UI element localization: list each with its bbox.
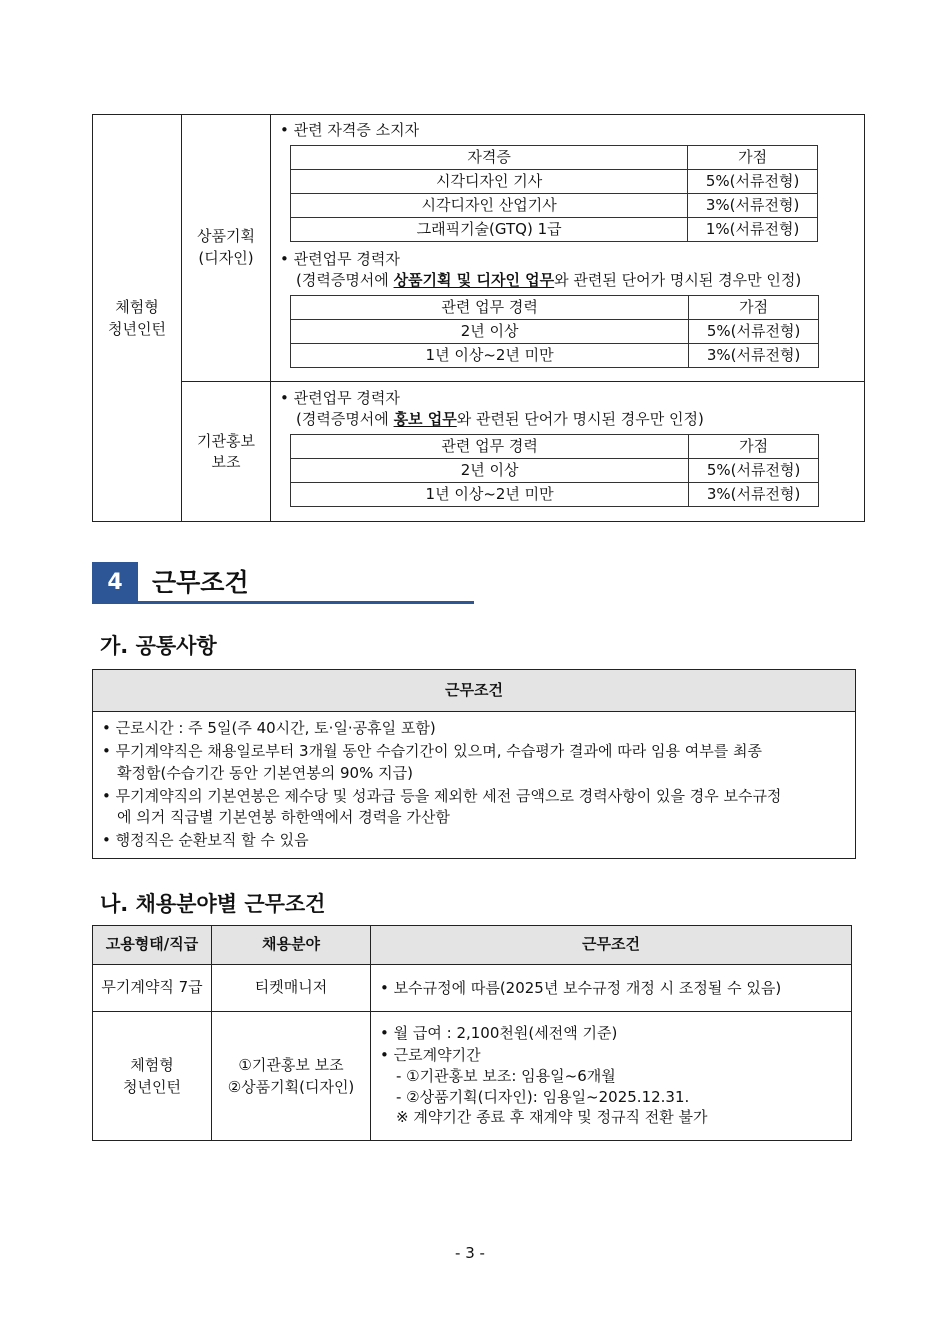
bullet-experience: • 관련업무 경력자 [280,387,400,409]
table-row [291,296,819,320]
note-text: (경력증명서에 [296,271,394,289]
common-item-cont: 에 의거 직급별 기본연봉 하한액에서 경력을 가산함 [117,808,450,826]
row2-field-line: ②상품기획(디자인) [227,1078,355,1096]
byfield-heading: 나. 채용분야별 근무조건 [100,892,326,916]
row1-type: 무기계약직 7급 [101,978,203,996]
table-header: 관련 업무 경력 [291,435,689,459]
common-item: • 무기계약직의 기본연봉은 제수당 및 성과급 등을 제외한 세전 금액으로 경력사항이 있을 경우 보수규정 [102,785,781,807]
table-cell: 5%(서류전형) [688,170,818,194]
note-emphasis: 상품기획 및 디자인 업무 [393,271,555,289]
col-header-field: 채용분야 [262,935,320,953]
table-cell: 1년 이상~2년 미만 [291,483,689,507]
certificate-table [290,145,818,242]
table-cell: 시각디자인 산업기사 [291,194,688,218]
row2-type-line: 체험형 [130,1056,174,1074]
row2-field-line: ①기관홍보 보조 [238,1056,344,1074]
row2-type-line: 청년인턴 [123,1078,181,1096]
category-line: 체험형 [115,298,159,316]
bullet-certificate: • 관련 자격증 소지자 [280,119,419,141]
table-header: 가점 [689,435,819,459]
note-emphasis: 홍보 업무 [393,410,457,428]
field-name-pr [182,431,270,473]
table-cell: 5%(서류전형) [689,459,819,483]
section-underline [92,601,474,604]
experience-table-pr [290,434,819,507]
table-cell: 그래픽기술(GTQ) 1급 [291,218,688,242]
table-row [291,320,819,344]
row2-cond-note: ※ 계약기간 종료 후 재계약 및 정규직 전환 불가 [396,1108,708,1126]
field-name-line: 보조 [211,453,241,471]
table-header: 관련 업무 경력 [291,296,689,320]
page-number: - 3 - [455,1244,485,1262]
table-cell: 5%(서류전형) [689,320,819,344]
experience-table-design [290,295,819,368]
section-number: 4 [92,562,138,604]
table-row [291,194,818,218]
table-cell: 3%(서류전형) [689,344,819,368]
table-row [291,146,818,170]
table-row [291,218,818,242]
table-cell: 1%(서류전형) [688,218,818,242]
common-item: • 행정직은 순환보직 할 수 있음 [102,829,309,851]
row1-field: 티켓매니저 [254,978,328,996]
col-header-cond: 근무조건 [582,935,640,953]
table-header: 자격증 [291,146,688,170]
field-name-design [182,225,270,269]
bullet-experience: • 관련업무 경력자 [280,248,400,270]
note-text: 와 관련된 단어가 명시된 경우만 인정) [554,271,802,289]
common-box-title: 근무조건 [445,681,503,699]
table-row [291,483,819,507]
common-item-cont: 확정함(수습기간 동안 기본연봉의 90% 지급) [117,764,413,782]
row2-cond-sub: - ②상품기획(디자인): 임용일~2025.12.31. [396,1088,690,1106]
note-text: (경력증명서에 [296,410,394,428]
table-cell: 3%(서류전형) [689,483,819,507]
table-row [291,170,818,194]
col-header-type: 고용형태/직급 [105,935,199,953]
table-cell: 3%(서류전형) [688,194,818,218]
common-item: • 근로시간 : 주 5일(주 40시간, 토·일·공휴일 포함) [102,717,436,739]
field-name-line: (디자인) [198,249,254,267]
category-cell [93,296,181,340]
row2-field [212,1054,370,1098]
experience-note [296,409,704,430]
row2-cond-item: • 근로계약기간 [380,1044,481,1066]
common-item: • 무기계약직은 채용일로부터 3개월 동안 수습기간이 있으며, 수습평가 결과에 따라 임용 여부를 최종 [102,740,762,762]
table-cell: 2년 이상 [291,320,689,344]
row2-cond-item: • 월 급여 : 2,100천원(세전액 기준) [380,1022,617,1044]
table-header: 가점 [688,146,818,170]
table-row [291,459,819,483]
table-row [291,344,819,368]
row1-cond: • 보수규정에 따름(2025년 보수규정 개정 시 조정될 수 있음) [380,977,781,999]
table-row [291,435,819,459]
table-cell: 2년 이상 [291,459,689,483]
row2-type [93,1054,211,1098]
category-line: 청년인턴 [108,320,166,338]
field-name-line: 상품기획 [197,227,255,245]
note-text: 와 관련된 단어가 명시된 경우만 인정) [456,410,704,428]
section-title: 근무조건 [152,568,249,597]
row2-cond-sub: - ①기관홍보 보조: 임용일~6개월 [396,1067,616,1085]
common-heading: 가. 공통사항 [100,634,217,658]
table-header: 가점 [689,296,819,320]
field-name-line: 기관홍보 [197,432,255,450]
experience-note [296,270,801,291]
table-cell: 1년 이상~2년 미만 [291,344,689,368]
table-cell: 시각디자인 기사 [291,170,688,194]
